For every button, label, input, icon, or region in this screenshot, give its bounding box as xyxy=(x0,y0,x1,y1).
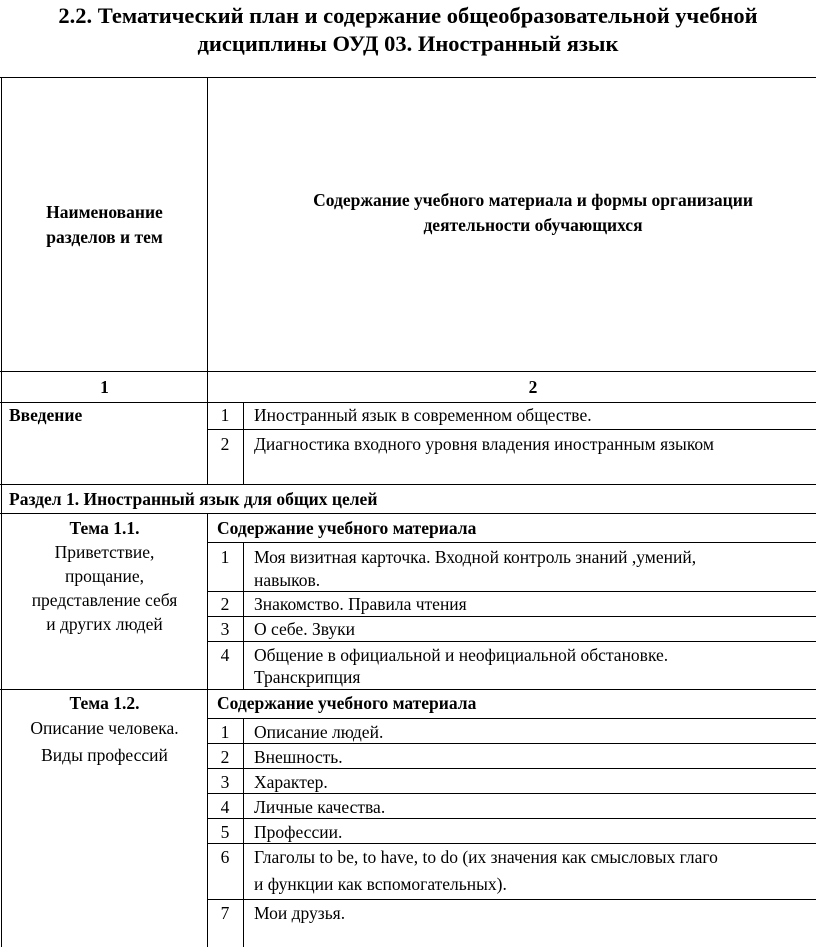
topic-1-2-item-1-text: Описание людей. xyxy=(254,722,384,742)
topic-1-1-desc-line4: и других людей xyxy=(46,614,163,634)
topic-1-1-item-4-text: Общение в официальной и неофициальной обстановке. xyxy=(254,645,669,665)
topic-1-2-item-4-text: Личные качества. xyxy=(254,797,386,817)
topic-1-1-item-2-num: 2 xyxy=(220,594,230,614)
document-title xyxy=(0,2,816,58)
topic-1-2-item-5-text: Профессии. xyxy=(254,822,343,842)
header-col2-line2: деятельности обучающихся xyxy=(423,215,643,235)
rule xyxy=(207,641,816,642)
topic-1-2-item-2-num: 2 xyxy=(220,747,230,767)
rule xyxy=(0,371,816,372)
rule xyxy=(207,743,816,744)
intro-label: Введение xyxy=(9,405,83,425)
topic-1-1-content-header: Содержание учебного материала xyxy=(217,518,477,538)
topic-1-2-item-6-text: Глаголы to be, to have, to do (их значения как смысловых глаго xyxy=(254,847,718,867)
header-col2 xyxy=(208,188,816,238)
column-number-1: 1 xyxy=(100,377,109,397)
topic-1-1-name: Тема 1.1. xyxy=(69,518,140,538)
topic-1-2-item-3-num: 3 xyxy=(220,772,230,792)
topic-1-2-item-7-text: Мои друзья. xyxy=(254,903,346,923)
rule xyxy=(207,616,816,617)
topic-1-1-desc-line2: прощание, xyxy=(65,566,144,586)
intro-item-2-num: 2 xyxy=(220,434,230,454)
topic-1-1-item-1-text: Моя визитная карточка. Входной контроль знаний ,умений, xyxy=(254,547,697,567)
rule xyxy=(207,542,816,543)
rule xyxy=(207,429,816,430)
rule xyxy=(207,718,816,719)
topic-1-1-item-3-text: О себе. Звуки xyxy=(254,619,356,639)
rule xyxy=(0,689,816,690)
column-number-2: 2 xyxy=(528,377,538,397)
topic-1-2-item-5-num: 5 xyxy=(220,822,230,842)
rule xyxy=(243,402,244,484)
rule xyxy=(243,718,244,947)
header-col1 xyxy=(2,200,207,250)
topic-1-2-item-4-num: 4 xyxy=(220,797,230,817)
section-title: Раздел 1. Иностранный язык для общих целей xyxy=(9,489,378,509)
topic-1-1-desc-line3: представление себя xyxy=(31,590,178,610)
header-col2-line1: Содержание учебного материала и формы организации xyxy=(313,190,753,210)
topic-1-1-item-1-num: 1 xyxy=(220,547,230,567)
rule xyxy=(207,768,816,769)
topic-1-2-item-6-num: 6 xyxy=(220,847,230,867)
topic-1-1-desc-line1: Приветствие, xyxy=(54,542,155,562)
rule xyxy=(207,591,816,592)
rule xyxy=(207,793,816,794)
topic-1-2-item-1-num: 1 xyxy=(220,722,230,742)
topic-1-2-desc-line1: Описание человека. xyxy=(30,718,179,738)
topic-1-1-item-1-text-cont: навыков. xyxy=(254,570,321,590)
topic-1-2-content-header: Содержание учебного материала xyxy=(217,693,477,713)
intro-item-1-text: Иностранный язык в современном обществе. xyxy=(254,405,592,425)
topic-1-1-item-2-text: Знакомство. Правила чтения xyxy=(254,594,467,614)
header-col1-line2: разделов и тем xyxy=(46,227,163,247)
rule xyxy=(207,818,816,819)
title-line-1: 2.2. Тематический план и содержание общеобразовательной учебной xyxy=(58,3,758,28)
topic-1-2-desc-line2: Виды профессий xyxy=(41,745,168,765)
topic-1-1-item-4-text-cont: Транскрипция xyxy=(254,667,361,687)
topic-1-1-item-4-num: 4 xyxy=(220,645,230,665)
rule xyxy=(0,77,816,78)
topic-1-2-item-3-text: Характер. xyxy=(254,772,328,792)
rule xyxy=(207,843,816,844)
rule xyxy=(0,484,816,485)
rule xyxy=(243,542,244,689)
intro-item-1-num: 1 xyxy=(220,405,230,425)
topic-1-2-item-7-num: 7 xyxy=(220,903,230,923)
rule xyxy=(0,513,816,514)
topic-1-1-item-3-num: 3 xyxy=(220,619,230,639)
rule xyxy=(0,402,816,403)
rule xyxy=(207,899,816,900)
intro-item-2-text: Диагностика входного уровня владения иностранным языком xyxy=(254,434,714,454)
header-col1-line1: Наименование xyxy=(46,202,163,222)
title-line-2: дисциплины ОУД 03. Иностранный язык xyxy=(197,31,619,56)
topic-1-2-item-2-text: Внешность. xyxy=(254,747,343,767)
topic-1-2-item-6-text-cont: и функции как вспомогательных). xyxy=(254,874,507,894)
topic-1-2-name: Тема 1.2. xyxy=(69,693,140,713)
